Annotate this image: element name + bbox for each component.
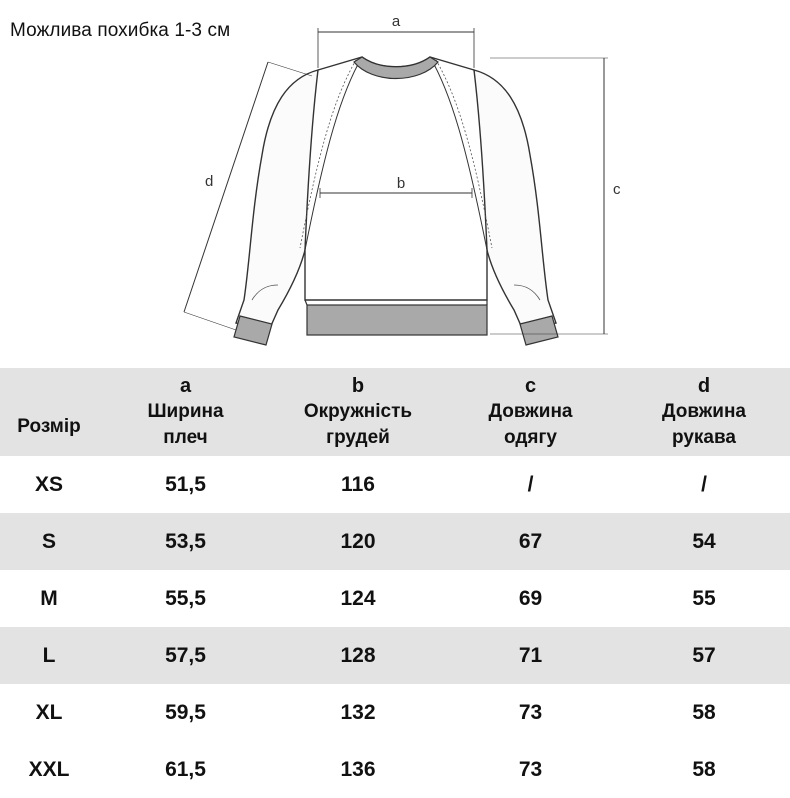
sleeve-length-cell: /: [701, 472, 707, 496]
table-header-row: [0, 368, 790, 456]
shoulder-width-cell: 59,5: [165, 700, 206, 724]
sleeve-length-cell: 58: [692, 700, 716, 724]
sweatshirt-diagram: [0, 0, 790, 365]
garment-length-cell: 73: [518, 757, 543, 781]
size-cell: XL: [35, 700, 63, 724]
dimension-a-label: a: [391, 13, 401, 30]
sleeve-length-header: [618, 373, 790, 451]
dimension-b-label: b: [396, 175, 406, 192]
dimension-d-label: d: [205, 173, 214, 190]
shoulder-width-header: [98, 373, 273, 451]
column-label: Ширина плеч: [147, 401, 224, 448]
shoulder-width-cell: 53,5: [165, 529, 206, 553]
sleeve-length-cell: 54: [692, 529, 716, 553]
column-letter: d: [697, 375, 711, 397]
column-label: Окружність грудей: [303, 401, 413, 448]
column-label: Довжина одягу: [488, 401, 573, 448]
measurement-error-note: Можлива похибка 1-3 см: [10, 20, 231, 41]
chest-girth-cell: 116: [341, 472, 375, 496]
sleeve-length-cell: 57: [692, 643, 716, 667]
size-cell: M: [40, 586, 58, 610]
table-row: [0, 684, 790, 741]
sleeve-length-cell: 58: [692, 757, 716, 781]
size-chart-table: [0, 368, 790, 798]
column-letter: b: [351, 375, 365, 397]
table-row: [0, 456, 790, 513]
size-column-header: Розмір: [17, 416, 81, 437]
chest-girth-cell: 124: [340, 586, 376, 610]
table-row: [0, 513, 790, 570]
garment-length-cell: 71: [518, 643, 543, 667]
garment-length-cell: /: [527, 472, 534, 496]
table-row: [0, 627, 790, 684]
shoulder-width-cell: 57,5: [165, 643, 206, 667]
shoulder-width-cell: 55,5: [165, 586, 206, 610]
size-cell: XXL: [28, 757, 70, 781]
dimension-c-label: c: [613, 181, 621, 198]
shoulder-width-cell: 61,5: [165, 757, 206, 781]
garment-length-cell: 73: [518, 700, 543, 724]
sleeve-length-cell: 55: [692, 586, 716, 610]
column-letter: a: [179, 375, 192, 397]
chest-girth-cell: 128: [340, 643, 376, 667]
column-label: Довжина рукава: [662, 401, 746, 448]
chest-girth-cell: 132: [340, 700, 376, 724]
shoulder-width-cell: 51,5: [165, 472, 206, 496]
size-cell: XS: [34, 472, 63, 496]
size-cell: L: [42, 643, 56, 667]
column-letter: c: [524, 375, 537, 397]
garment-length-cell: 69: [518, 586, 543, 610]
chest-girth-cell: 136: [340, 757, 376, 781]
chest-girth-header: [273, 373, 443, 451]
garment-length-header: [443, 373, 618, 451]
table-row: [0, 570, 790, 627]
table-row: [0, 741, 790, 798]
size-cell: S: [41, 529, 56, 553]
garment-length-cell: 67: [518, 529, 543, 553]
waistband-rib: [307, 305, 487, 335]
chest-girth-cell: 120: [340, 529, 376, 553]
